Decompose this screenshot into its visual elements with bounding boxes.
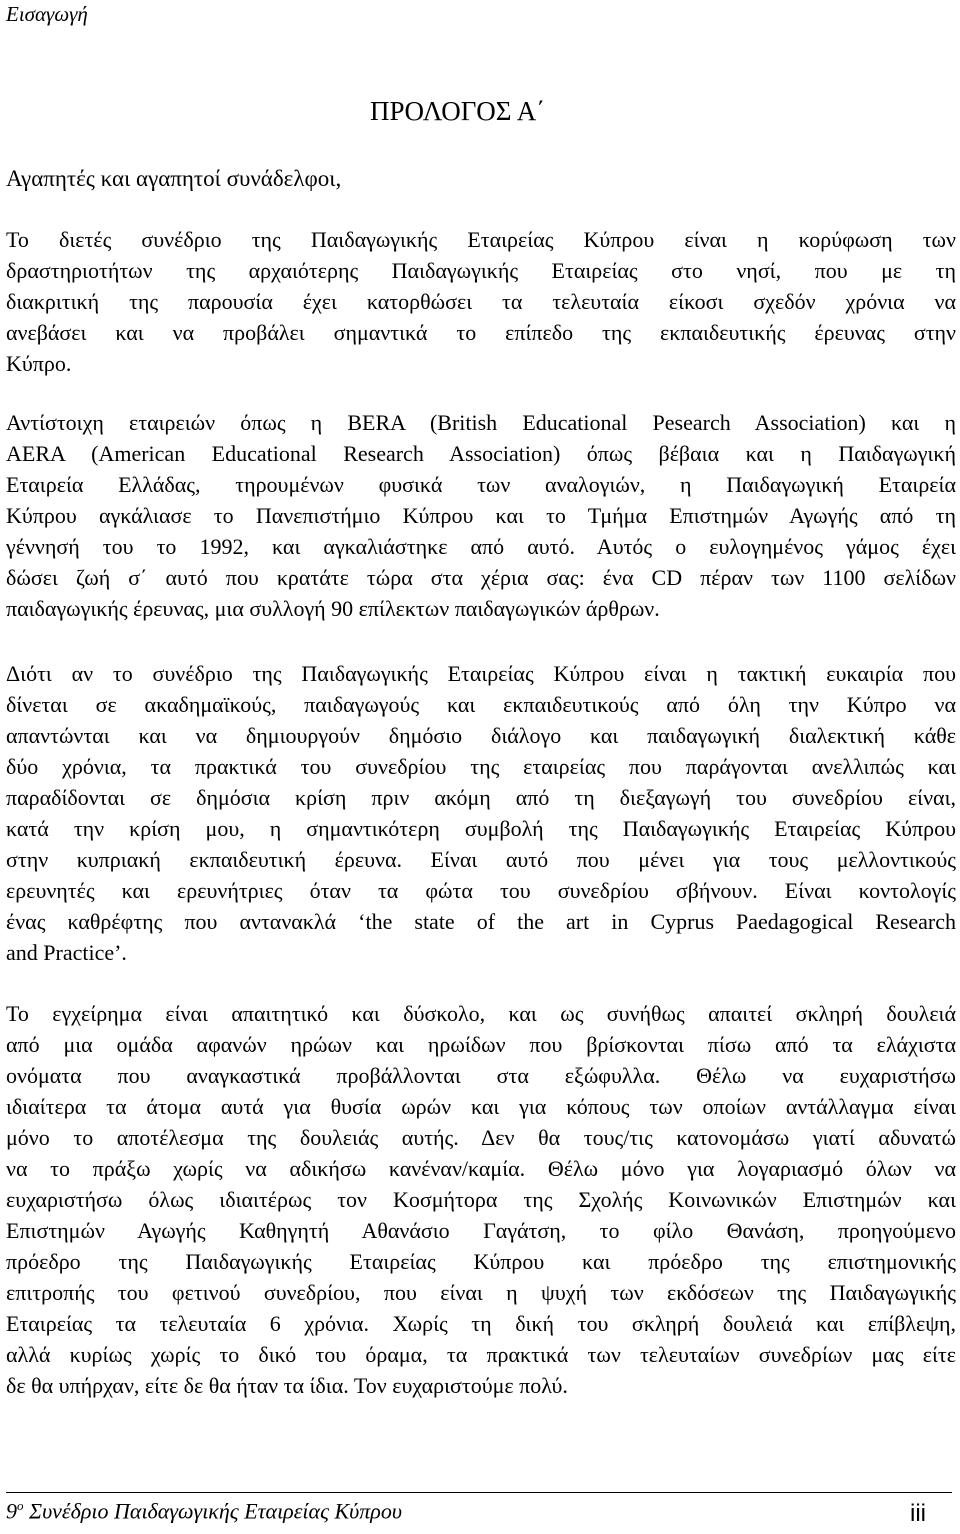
text-line: ευχαριστήσω όλως ιδιαιτέρως τον Κοσμήτορα της Σχολής Κοινωνικών Επιστημών και <box>6 1187 956 1212</box>
page-number: iii <box>910 1500 926 1527</box>
running-footer <box>6 1498 402 1524</box>
text-line: απαντώνται και να δημιουργούν δημόσιο διάλογο και παιδαγωγική διαλεκτική κάθε <box>6 723 956 748</box>
text-line: ερευνητές και ερευνήτριες όταν τα φώτα του συνεδρίου σβήνουν. Είναι κοντολογίς <box>6 878 956 903</box>
text-line: δραστηριοτήτων της αρχαιότερης Παιδαγωγικής Εταιρείας στο νησί, που με τη <box>6 258 956 283</box>
text-line: δε θα υπήρχαν, είτε δε θα ήταν τα ίδια. Τον ευχαριστούμε πολύ. <box>6 1373 568 1398</box>
text-line: ονόματα που αναγκαστικά προβάλλονται στα εξώφυλλα. Θέλω να ευχαριστήσω <box>6 1063 956 1088</box>
salutation: Αγαπητές και αγαπητοί συνάδελφοι, <box>6 166 342 191</box>
text-line: παιδαγωγικής έρευνας, μια συλλογή 90 επίλεκτων παιδαγωγικών άρθρων. <box>6 596 660 621</box>
text-line: διακριτική της παρουσία έχει κατορθώσει τα τελευταία είκοσι σχεδόν χρόνια να <box>6 289 956 314</box>
text-line: ένας καθρέφτης που αντανακλά ‘the state of the art in Cyprus Paedagogical Research <box>6 909 956 934</box>
text-line: Κύπρο. <box>6 351 72 376</box>
text-line: Διότι αν το συνέδριο της Παιδαγωγικής Εταιρείας Κύπρου είναι η τακτική ευκαιρία που <box>6 661 956 686</box>
text-line: ιδιαίτερα τα άτομα αυτά για θυσία ωρών και για κόπους των οποίων αντάλλαγμα είναι <box>6 1094 956 1119</box>
paragraph-4 <box>6 998 956 1401</box>
text-line: επιτροπής του φετινού συνεδρίου, που είναι η ψυχή των εκδόσεων της Παιδαγωγικής <box>6 1280 956 1305</box>
paragraph-1 <box>6 224 956 379</box>
running-header: Εισαγωγή <box>6 2 88 26</box>
text-line: να το πράξω χωρίς να αδικήσω κανέναν/καμία. Θέλω μόνο για λογαριασμό όλων να <box>6 1156 956 1181</box>
text-line: γέννησή του το 1992, και αγκαλιάστηκε από αυτό. Αυτός ο ευλογημένος γάμος έχει <box>6 534 956 559</box>
text-line: κατά την κρίση μου, η σημαντικότερη συμβολή της Παιδαγωγικής Εταιρείας Κύπρου <box>6 816 956 841</box>
text-line: Αντίστοιχη εταιρειών όπως η BERA (British Educational Pesearch Association) και η <box>6 410 956 435</box>
text-line: Το διετές συνέδριο της Παιδαγωγικής Εταιρείας Κύπρου είναι η κορύφωση των <box>6 227 956 252</box>
text-line: and Practice’. <box>6 940 127 965</box>
text-line: Εταιρείας τα τελευταία 6 χρόνια. Χωρίς τη δική του σκληρή δουλειά και επίβλεψη, <box>6 1311 956 1336</box>
text-line: δίνεται σε ακαδημαϊκούς, παιδαγωγούς και εκπαιδευτικούς από όλη την Κύπρο να <box>6 692 956 717</box>
text-line: μόνο το αποτέλεσμα της δουλειάς αυτής. Δεν θα τους/τις κατονομάσω γιατί αδυνατώ <box>6 1125 956 1150</box>
text-line: Επιστημών Αγωγής Καθηγητή Αθανάσιο Γαγάτση, το φίλο Θανάση, προηγούμενο <box>6 1218 956 1243</box>
page-title: ΠΡΟΛΟΓΟΣ Α΄ <box>370 96 546 126</box>
paragraph-3 <box>6 658 956 968</box>
text-line: αλλά κυρίως χωρίς το δικό του όραμα, τα πρακτικά των τελευταίων συνεδρίων μας είτε <box>6 1342 956 1367</box>
text-line: Το εγχείρημα είναι απαιτητικό και δύσκολο, και ως συνήθως απαιτεί σκληρή δουλειά <box>6 1001 956 1026</box>
footer-superscript: ο <box>17 1498 24 1513</box>
text-line: πρόεδρο της Παιδαγωγικής Εταιρείας Κύπρου και πρόεδρο της επιστημονικής <box>6 1249 956 1274</box>
footer-divider <box>6 1492 952 1493</box>
text-line: ανεβάσει και να προβάλει σημαντικά το επίπεδο της εκπαιδευτικής έρευνας στην <box>6 320 956 345</box>
text-line: AERA (American Educational Research Association) όπως βέβαια και η Παιδαγωγική <box>6 441 956 466</box>
text-line: Εταιρεία Ελλάδας, τηρουμένων φυσικά των αναλογιών, η Παιδαγωγική Εταιρεία <box>6 472 956 497</box>
text-line: δώσει ζωή σ΄ αυτό που κρατάτε τώρα στα χέρια σας: ένα CD πέραν των 1100 σελίδων <box>6 565 956 590</box>
text-line: δύο χρόνια, τα πρακτικά του συνεδρίου της εταιρείας που παράγονται ανελλιπώς και <box>6 754 956 779</box>
footer-text: Συνέδριο Παιδαγωγικής Εταιρείας Κύπρου <box>23 1498 402 1524</box>
paragraph-2 <box>6 407 956 624</box>
text-line: Κύπρου αγκάλιασε το Πανεπιστήμιο Κύπρου και το Τμήμα Επιστημών Αγωγής από τη <box>6 503 956 528</box>
text-line: από μια ομάδα αφανών ηρώων και ηρωίδων που βρίσκονται πίσω από τα ελάχιστα <box>6 1032 956 1057</box>
text-line: στην κυπριακή εκπαιδευτική έρευνα. Είναι αυτό που μένει για τους μελλοντικούς <box>6 847 956 872</box>
text-line: παραδίδονται σε δημόσια κρίση πριν ακόμη από τη διεξαγωγή του συνεδρίου είναι, <box>6 785 956 810</box>
footer-number: 9 <box>6 1498 17 1524</box>
